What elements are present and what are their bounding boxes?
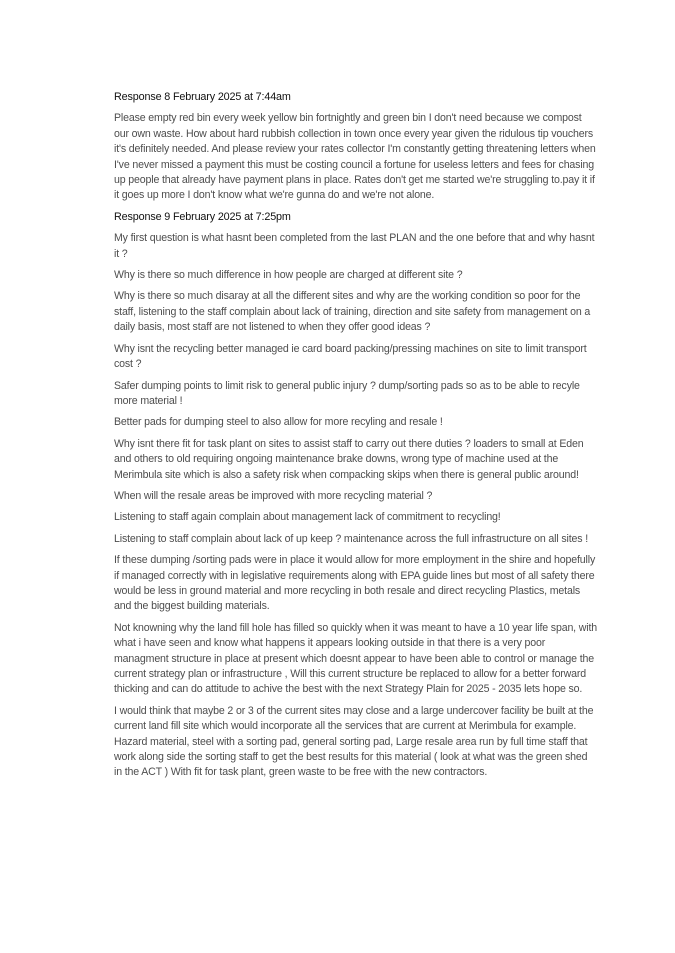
- response-paragraph: Please empty red bin every week yellow bin fortnightly and green bin I don't need because we compost our own waste. How about hard rubbish collection in town once every year given the ridulous tip vouchers it's definitely needed. And please review your rates collector I'm constantly getting threatening letters when I've never missed a payment this must be costing council a fortune for useless letters and fees for chasing up people that already have payment plans in place. Rates don't get me started we're struggling to.pay it if it goes up more I don't know what we're gunna do and we're not alone.: [114, 112, 596, 202]
- response-paragraph: Why is there so much disaray at all the different sites and why are the working condition so poor for the staff, listening to the staff complain about lack of training, direction and site safety from management on a daily basis, most staff are not listened to when they offer good ideas ?: [114, 290, 591, 334]
- response-paragraph: Safer dumping points to limit risk to general public injury ? dump/sorting pads so as to be able to recyle more material !: [114, 379, 580, 407]
- response-heading: Response 8 February 2025 at 7:44am: [114, 91, 291, 103]
- response-paragraph: My first question is what hasnt been completed from the last PLAN and the one before that and why hasnt it ?: [114, 232, 595, 260]
- response-paragraph: When will the resale areas be improved with more recycling material ?: [114, 489, 433, 502]
- document-page: [114, 90, 598, 787]
- response-paragraph: I would think that maybe 2 or 3 of the current sites may close and a large undercover facility be built at the current land fill site which would incorporate all the services that are current at Merimbula for example. Hazard material, steel with a sorting pad, general sorting pad, Large resale area run by full time staff that work along side the sorting staff to get the best results for this material ( look at what was the green shed in the ACT ) With fit for task plant, green waste to be free with the new contractors.: [114, 704, 594, 779]
- response-paragraph: Why is there so much difference in how people are charged at different site ?: [114, 269, 463, 282]
- response-heading: Response 9 February 2025 at 7:25pm: [114, 210, 291, 223]
- response-paragraph: Why isnt the recycling better managed ie card board packing/pressing machines on site to limit transport cost ?: [114, 342, 587, 371]
- response-paragraph: Why isnt there fit for task plant on sites to assist staff to carry out there duties ? loaders to small at Eden and others to old requiring ongoing maintenance brake downs, wrong type of machine used at the Merimbula site which is also a safety risk when compacking skips when there is general public around!: [114, 437, 584, 481]
- response-paragraph: Better pads for dumping steel to also allow for more recyling and resale !: [114, 416, 443, 429]
- response-paragraph: Listening to staff again complain about management lack of commitment to recycling!: [114, 511, 501, 524]
- response-paragraph: Not knowning why the land fill hole has filled so quickly when it was meant to have a 10 year life span, with what i have seen and know what happens it appears looking outside in that there is a very poor managment structure in place at present which doesnt appear to have been able to control or manage the current strategy plan or infrastructure , Will this current structure be replaced to allow for a better forward thicking and can do attitude to achive the best with the next Strategy Plain for 2025 - 2035 lets hope so.: [114, 621, 598, 696]
- response-paragraph: Listening to staff complain about lack of up keep ? maintenance across the full infrastructure on all sites !: [114, 532, 588, 545]
- response-paragraph: If these dumping /sorting pads were in place it would allow for more employment in the shire and hopefully if managed correctly with in legislative requirements along with EPA guide lines but most of all safety there would be less in ground material and more recycling in both resale and direct recycling Plastics, metals and the biggest building materials.: [114, 554, 596, 613]
